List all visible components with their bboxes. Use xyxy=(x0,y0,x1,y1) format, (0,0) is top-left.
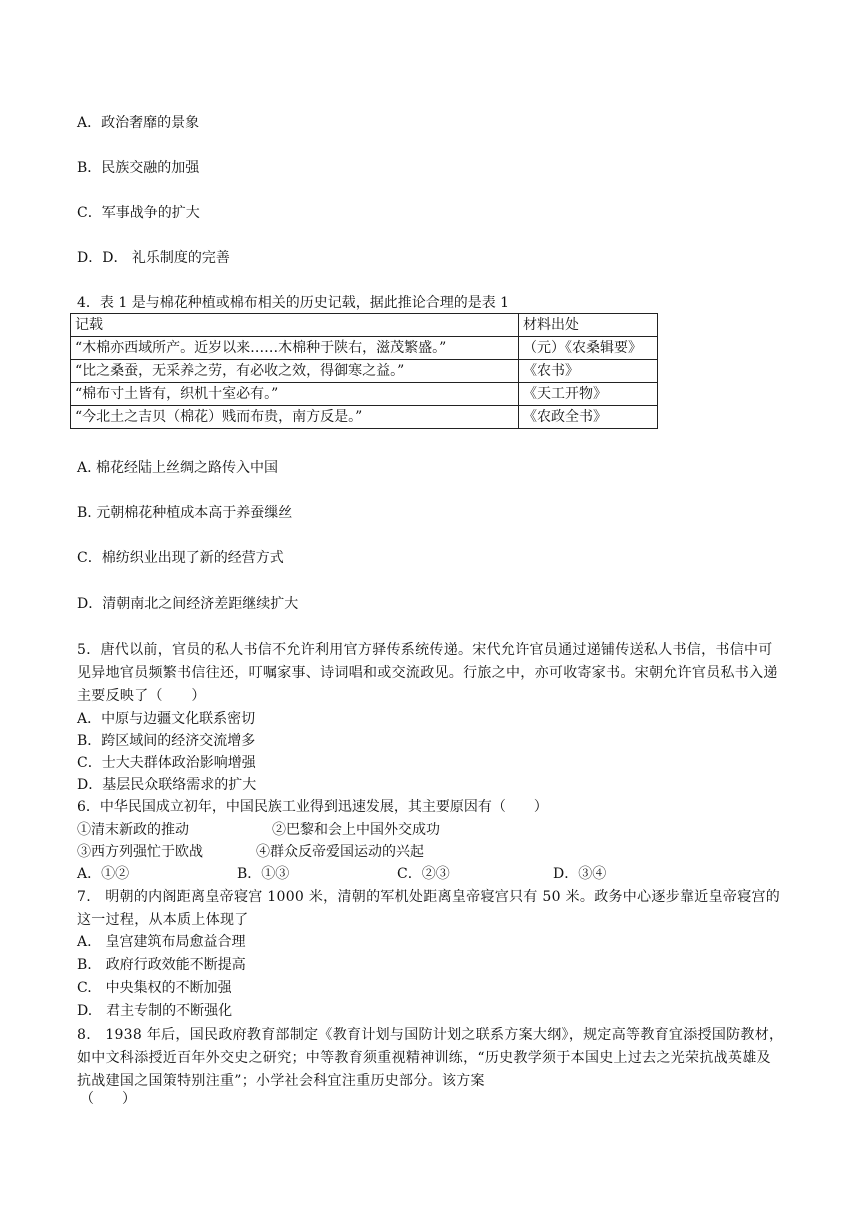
q5-option-d: D．基层民众联络需求的扩大 xyxy=(77,777,257,793)
q3-option-d: D．D． 礼乐制度的完善 xyxy=(77,250,230,266)
table-cell-source: 《农政全书》 xyxy=(519,406,658,429)
q8-answer-blank: （ ） xyxy=(80,1091,136,1107)
q6-item-2: ②巴黎和会上中国外交成功 xyxy=(272,822,440,838)
q3-option-b: B．民族交融的加强 xyxy=(77,160,200,176)
q5-stem: 5．唐代以前，官员的私人书信不允许利用官方驿传系统传递。宋代允许官员通过递铺传送私人书信，书信中可见异地官员频繁书信往还，叮嘱家事、诗词唱和或交流政见。行旅之中，亦可收寄家书。宋朝允许官员私书入递主要反映了（ ） xyxy=(77,642,778,704)
table-row xyxy=(71,406,658,429)
q6-stem: 6．中华民国成立初年，中国民族工业得到迅速发展，其主要原因有（ ） xyxy=(77,799,548,815)
table-cell-record: “棉布寸土皆有，织机十室必有。” xyxy=(71,383,519,406)
table-header-source: 材料出处 xyxy=(519,314,658,337)
q3-option-a: A．政治奢靡的景象 xyxy=(77,115,200,131)
q6-option-d: D．③④ xyxy=(553,866,607,882)
table-cell-source: 《天工开物》 xyxy=(519,383,658,406)
q6-item-4: ④群众反帝爱国运动的兴起 xyxy=(256,844,424,860)
q7-stem: 7. 明朝的内阁距离皇帝寝宫 1000 米，清朝的军机处距离皇帝寝宫只有 50 米。政务中心逐步靠近皇帝寝宫的这一过程，从本质上体现了 xyxy=(77,889,781,928)
q6-option-a: A．①② xyxy=(77,866,130,882)
q5-option-a: A．中原与边疆文化联系密切 xyxy=(77,711,256,727)
table-header-row xyxy=(71,314,658,337)
q8-stem: 8. 1938 年后，国民政府教育部制定《教育计划与国防计划之联系方案大纲》，规定高等教育宜添授国防教材，如中文科添授近百年外交史之研究；中等教育须重视精神训练，“历史教学须于本国史上过去之光荣抗战英雄及抗战建国之国策特别注重”；小学社会科宜注重历史部分。该方案 xyxy=(77,1027,784,1089)
q7-option-b: B. 政府行政效能不断提高 xyxy=(77,957,246,973)
table-cell-record: “木棉亦西域所产。近岁以来……木棉种于陕右，滋茂繁盛。” xyxy=(71,337,519,360)
q4-option-b: B. 元朝棉花种植成本高于养蚕缫丝 xyxy=(77,505,293,521)
table-cell-source: 《农书》 xyxy=(519,360,658,383)
q4-option-a: A. 棉花经陆上丝绸之路传入中国 xyxy=(77,460,279,476)
q7-option-d: D. 君主专制的不断强化 xyxy=(77,1003,233,1019)
table-row xyxy=(71,383,658,406)
q5-option-b: B．跨区域间的经济交流增多 xyxy=(77,733,256,749)
q6-option-c: C．②③ xyxy=(397,866,450,882)
q4-stem: 4．表 1 是与棉花种植或棉布相关的历史记载，据此推论合理的是表 1 xyxy=(77,295,510,311)
table-row xyxy=(71,360,658,383)
table-cell-record: “比之桑蚕，无采养之劳，有必收之效，得御寒之益。” xyxy=(71,360,519,383)
q7-option-a: A. 皇宫建筑布局愈益合理 xyxy=(77,934,246,950)
table-header-record: 记载 xyxy=(71,314,519,337)
q6-item-3: ③西方列强忙于欧战 xyxy=(77,844,203,860)
q4-option-d: D．清朝南北之间经济差距继续扩大 xyxy=(77,596,299,612)
q3-option-c: C．军事战争的扩大 xyxy=(77,205,200,221)
q4-records-table xyxy=(70,313,658,429)
table-row xyxy=(71,337,658,360)
q6-item-1: ①清末新政的推动 xyxy=(77,822,189,838)
table-cell-source: （元）《农桑辑要》 xyxy=(519,337,658,360)
q6-option-b: B．①③ xyxy=(237,866,290,882)
table-cell-record: “今北土之吉贝（棉花）贱而布贵，南方反是。” xyxy=(71,406,519,429)
q5-option-c: C．士大夫群体政治影响增强 xyxy=(77,755,256,771)
q4-option-c: C．棉纺织业出现了新的经营方式 xyxy=(77,550,284,566)
q7-option-c: C. 中央集权的不断加强 xyxy=(77,980,232,996)
